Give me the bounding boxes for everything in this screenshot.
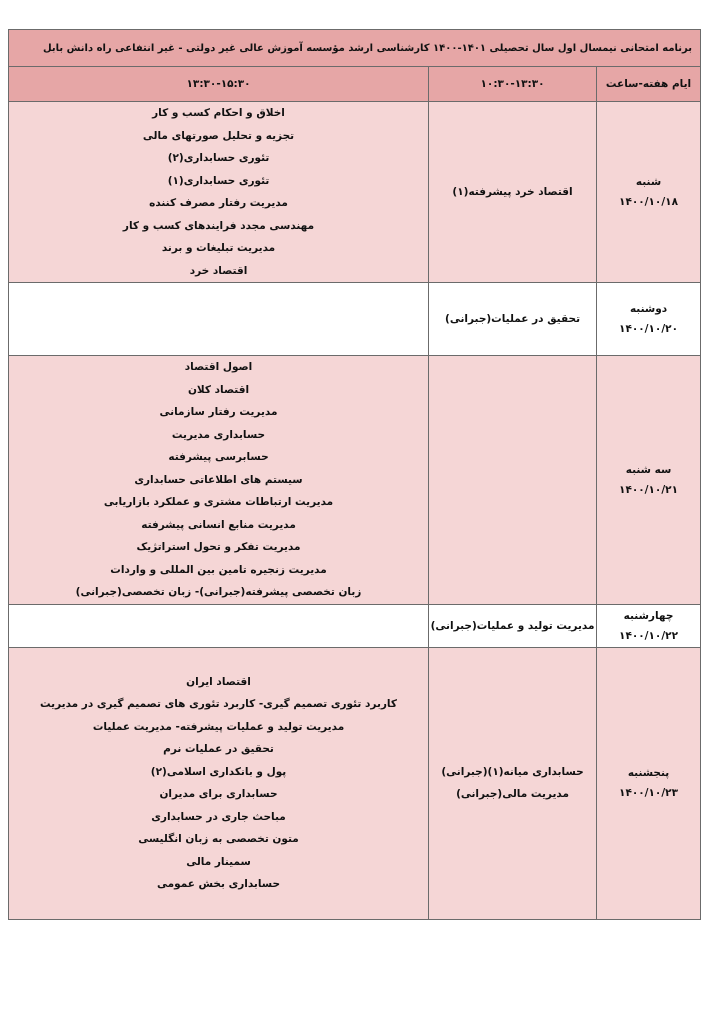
slot1-cell [429,647,597,919]
course-item: مدیریت تولید و عملیات پیشرفته- مدیریت عملیات [92,720,345,733]
course-item: متون تخصصی به زبان انگلیسی [138,833,299,845]
course-item: کاربرد تئوری تصمیم گیری- کاربرد تئوری های تصمیم گیری در مدیریت [40,698,397,710]
slot2-cell [9,283,429,356]
course-item: اصول اقتصاد [184,361,253,373]
course-item: حسابداری برای مدیران [159,788,278,800]
course-item: اخلاق و احکام کسب و کار [152,107,285,119]
day-name: سه شنبه [625,463,672,476]
day-date: ۱۴۰۰/۱۰/۲۰ [619,323,678,335]
course-item: سیستم های اطلاعاتی حسابداری [134,473,303,486]
day-cell [597,647,701,919]
table-row [9,283,701,356]
day-date: ۱۴۰۰/۱۰/۲۱ [619,483,678,496]
day-cell [597,604,701,647]
slot2-cell [9,647,429,919]
slot1-cell [429,356,597,605]
course-item: مدیریت ارتباطات مشتری و عملکرد بازاریابی [103,496,334,508]
header-slot2: ۱۳:۳۰-۱۵:۳۰ [9,67,429,102]
day-name: چهارشنبه [623,609,674,622]
course-item: مهندسی مجدد فرایندهای کسب و کار [122,219,315,232]
course-item: مدیریت رفتار سازمانی [159,406,278,418]
day-date: ۱۴۰۰/۱۰/۱۸ [619,196,678,208]
header-day: ایام هفته-ساعت [597,67,701,102]
course-item: حسابداری بخش عمومی [156,878,281,890]
day-name: پنجشنبه [627,767,670,779]
slot2-cell [9,604,429,647]
course-item: تجزیه و تحلیل صورتهای مالی [142,129,295,142]
table-row [9,647,701,919]
day-cell [597,102,701,283]
course-item: مدیریت مالی(جبرانی) [456,788,569,800]
course-item: تحقیق در عملیات(جبرانی) [445,313,581,325]
slot2-cell [9,102,429,283]
day-name: شنبه [635,176,662,188]
course-item: مدیریت تفکر و تحول استراتژیک [136,541,301,553]
course-item: پول و بانکداری اسلامی(۲) [150,765,287,778]
course-item: حسابداری مدیریت [171,428,266,441]
table-row [9,102,701,283]
course-item: حسابرسی پیشرفته [168,451,269,463]
course-item: مدیریت تولید و عملیات(جبرانی) [430,619,595,632]
slot1-cell [429,604,597,647]
slot2-cell [9,356,429,605]
course-item: مباحث جاری در حسابداری [151,810,286,823]
course-item: تئوری حسابداری(۲) [167,152,270,164]
course-item: مدیریت تبلیغات و برند [161,242,276,254]
course-item: زبان تخصصی پیشرفته(جبرانی)- زبان تخصصی(جبرانی) [75,586,362,598]
day-cell [597,356,701,605]
course-item: حسابداری میانه(۱)(جبرانی) [441,766,584,778]
header-row [9,67,701,102]
title-row [9,30,701,67]
course-item: تئوری حسابداری(۱) [167,174,270,187]
course-item: مدیریت زنجیره تامین بین المللی و واردات [110,563,327,576]
slot1-cell [429,283,597,356]
slot1-cell [429,102,597,283]
course-item: تحقیق در عملیات نرم [163,743,274,755]
course-item: سمینار مالی [186,855,251,868]
course-item: مدیریت منابع انسانی پیشرفته [141,518,296,531]
day-date: ۱۴۰۰/۱۰/۲۳ [619,787,678,799]
course-item: اقتصاد خرد [189,264,248,277]
exam-schedule-table [8,29,701,920]
course-item: اقتصاد کلان [187,383,250,396]
table-row [9,604,701,647]
day-date: ۱۴۰۰/۱۰/۲۲ [619,629,678,642]
table-row [9,356,701,605]
day-cell [597,283,701,356]
schedule-title: برنامه امتحانی نیمسال اول سال تحصیلی ۱۴۰۱-۱۴۰۰ کارشناسی ارشد مؤسسه آموزش عالی غیر دولتی - غیر انتفاعی راه دانش بابل [9,30,701,67]
course-item: مدیریت رفتار مصرف کننده [149,197,288,209]
header-slot1: ۱۰:۳۰-۱۳:۳۰ [429,67,597,102]
course-item: اقتصاد خرد پیشرفته(۱) [452,186,573,198]
course-item: اقتصاد ایران [186,675,251,688]
day-name: دوشنبه [629,303,668,315]
